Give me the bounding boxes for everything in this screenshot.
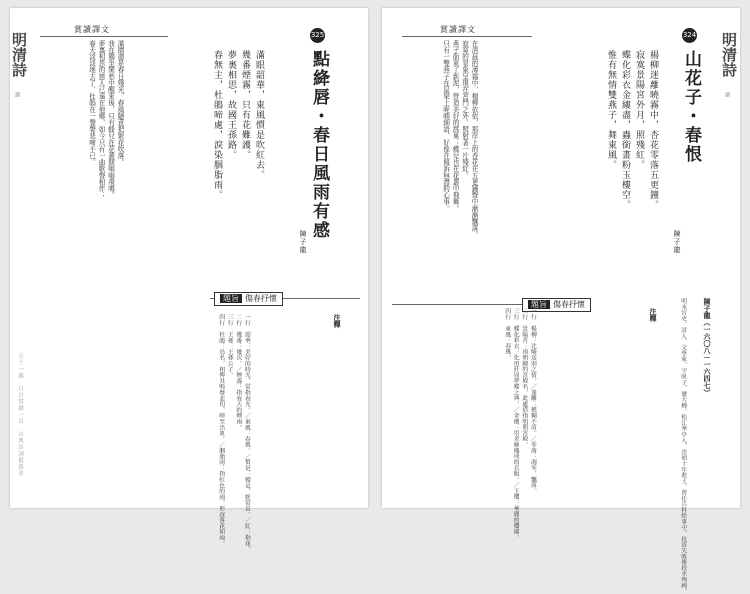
poem-body — [604, 50, 660, 210]
translation-line: 春天淡淡地去了，杜鵑在一聲聲悲啼不已。 — [87, 40, 96, 166]
note-item: 二行 幾番：幾次。／煙霧：指春天的煙雨。 — [234, 314, 241, 430]
poem-title: 點絳唇・春日風雨有感 — [309, 50, 329, 240]
theme-rule — [392, 304, 542, 305]
poem-number-badge: 324 — [682, 28, 697, 43]
poem-line: 惟有無情雙燕子，舞東風。 — [606, 50, 616, 170]
poem-body — [210, 50, 266, 210]
translation-line: 滿園盡是春日殘光，春風隨意把繁花吹落。 — [116, 40, 124, 166]
side-note: 五十一處 日日賞讀一首 古典詩詞抵萬金 — [17, 353, 23, 477]
right-page — [382, 8, 740, 594]
poem-line: 夢裏相思，故國王孫路。 — [226, 50, 236, 160]
translation-text — [86, 40, 124, 199]
notes-text — [502, 308, 536, 540]
book-logo-text: 明清詩 — [10, 32, 28, 77]
note-item: 四行 東風：春風。 — [503, 308, 510, 361]
theme-label: 題旨 — [220, 294, 242, 303]
book-logo — [10, 32, 26, 81]
poem-line: 幾番煙霧，只有花難護。 — [240, 50, 250, 160]
notes-text — [216, 314, 250, 552]
theme-label: 題旨 — [528, 300, 550, 309]
author-bio — [678, 298, 687, 594]
note-item: 三行 蝶化彩衣：化用莊周夢蝶之典。／金縷：用金線織成的衣服。／玉樓：華麗的樓閣。 — [512, 308, 519, 540]
translation-line: 只有一雙燕子在屋梁上呢喃細語，好像在傾訴無盡的心事。 — [441, 40, 450, 212]
theme-text: 傷春抒懷 — [245, 294, 277, 303]
translation-line: 寂寞的景象呈現在宮門之外，照射著一片殘紅。 — [460, 40, 469, 179]
poem-line: 寂寞景陽宮外月，照殘紅。 — [634, 50, 644, 170]
book-logo-right — [720, 32, 736, 81]
translation-text — [440, 40, 478, 238]
poem-line: 蝶化彩衣金縷盡，蟲銜畫粉玉樓空。 — [620, 50, 630, 210]
translation-line: 在清晨的薄霧中，楊柳依依，那岸上的杏花在五更鐘聲中漸漸飄落。 — [470, 40, 478, 238]
book-logo-subtitle: 讀 — [724, 92, 730, 97]
poem-line: 春無主，杜鵑啼處，淚染胭脂雨。 — [212, 50, 222, 200]
note-item: 二行 景陽宮：南朝陳的宮殿名，此處借指明朝宮殿。 — [520, 308, 527, 448]
left-page — [10, 8, 368, 552]
translation-rule — [40, 36, 168, 37]
translation-rule — [402, 36, 532, 37]
notes-heading: 注釋 — [649, 308, 658, 322]
poem-author: 陳子龍 — [299, 230, 307, 254]
translation-line: 夢裏相思的戀人已遠在他鄉，如今只有一曲歌聲相伴； — [97, 40, 105, 199]
translation-line: 燕子銜來了新泥，營造美好的窩巢；蝶兒也在花叢中飛舞。 — [451, 40, 459, 212]
translation-heading: 賞讀譯文 — [74, 24, 110, 37]
poem-title: 山花子・春恨 — [681, 50, 701, 164]
book-logo-subtitle: 讀 — [14, 92, 20, 97]
theme-box — [214, 292, 283, 306]
note-item: 四行 杜鵑：鳥名，相傳其鳴聲悲切，啼至出血。／胭脂雨：指紅色的雨，形容落花如雨。 — [217, 314, 224, 546]
translation-heading: 賞讀譯文 — [440, 24, 476, 37]
poem-line: 滿眼韶華，東風慣是吹紅去。 — [254, 50, 264, 180]
book-logo-text: 明清詩 — [720, 32, 738, 77]
theme-text: 傷春抒懷 — [553, 300, 585, 309]
author-bio-heading: 陳子龍（一六〇八－一六四七） — [703, 298, 712, 396]
note-item: 一行 楊柳：比喻送別之情。／迷離：模糊不清。／零落：凋零，飄落。 — [529, 308, 536, 494]
poem-line: 楊柳迷離曉霧中，杏花零落五更鐘。 — [648, 50, 658, 210]
author-bio-text: 明末官吏、詩人、文學家，字臥子，號大樽，松江華亭人，崇禎十年進士，曾任兵科給事中，抗清失敗後投水殉國。 — [679, 298, 686, 594]
poem-author: 陳子龍 — [673, 230, 681, 254]
note-item: 一行 韶華：美好的時光，常指春光。／東風：春風。／慣是：總是，經常是。／紅：指花。 — [243, 314, 250, 552]
poem-number-badge: 325 — [310, 28, 325, 43]
notes-heading: 注釋 — [333, 314, 342, 328]
note-item: 三行 王孫：王孫公子。 — [226, 314, 233, 378]
translation-line: 我在獨坐閑愁中醒來後，只有蜂兒在花叢間嗡嗡飛鳴。 — [106, 40, 115, 199]
